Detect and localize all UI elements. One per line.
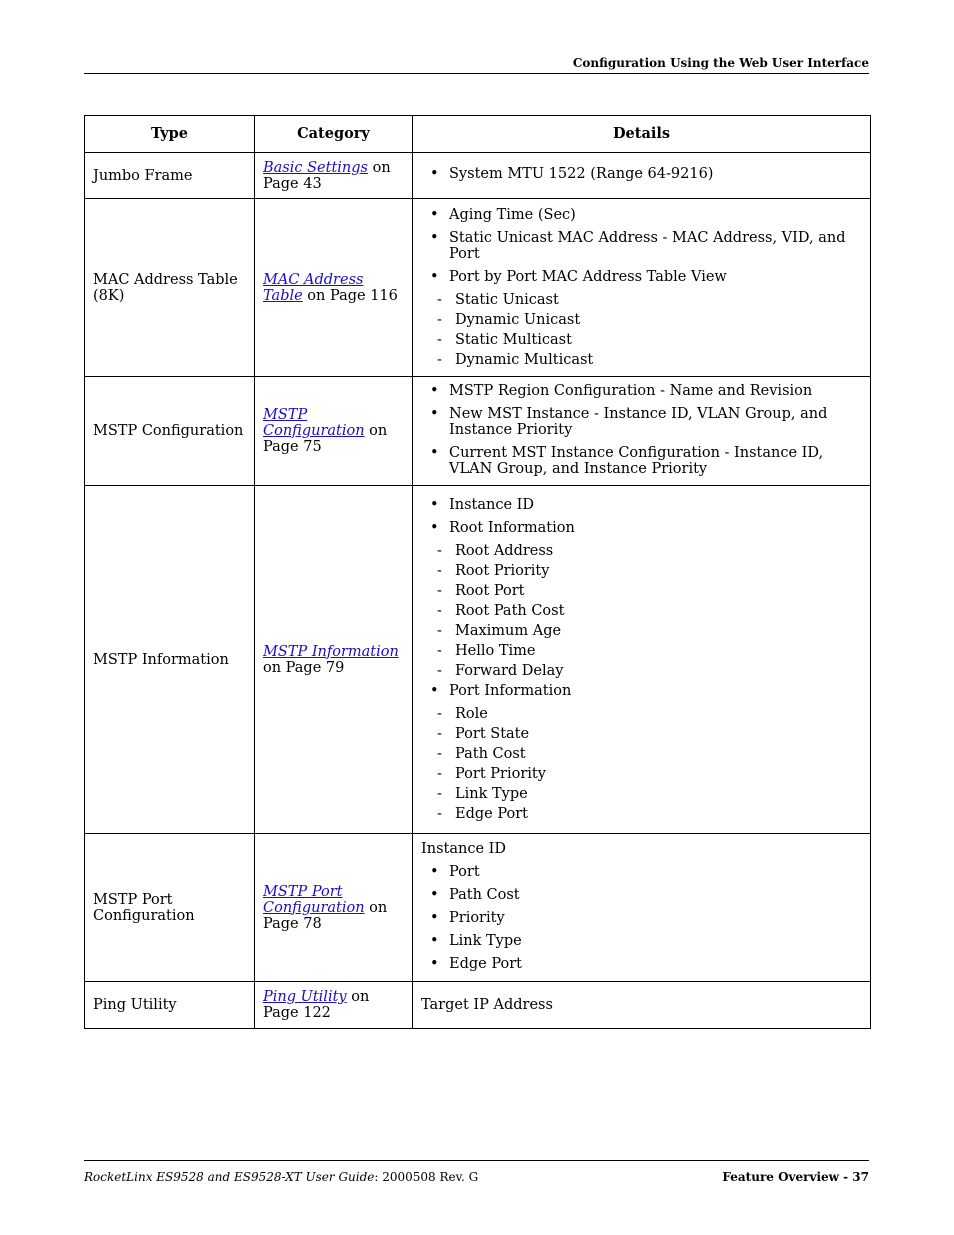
footer-page-number: Feature Overview - 37 bbox=[722, 1170, 869, 1184]
bullet-item: • Edge Port bbox=[421, 956, 862, 972]
category-page-ref: on Page 79 bbox=[263, 659, 345, 676]
detail-text: Instance ID bbox=[421, 840, 506, 857]
column-header-details: Details bbox=[413, 116, 871, 153]
table-header-row bbox=[85, 116, 871, 153]
sub-item: - Port Priority bbox=[421, 766, 862, 782]
footer-revision: : 2000508 Rev. G bbox=[374, 1170, 479, 1184]
bullet-item: • Static Unicast MAC Address - MAC Address, VID, and Port bbox=[421, 230, 862, 262]
details-cell bbox=[413, 982, 871, 1029]
type-cell: MSTP Port Configuration bbox=[85, 834, 255, 982]
sub-item: - Port State bbox=[421, 726, 862, 742]
sub-item: - Root Port bbox=[421, 583, 862, 599]
details-cell bbox=[413, 834, 871, 982]
type-cell: MSTP Information bbox=[85, 486, 255, 834]
table-row bbox=[85, 834, 871, 982]
sub-item: - Root Path Cost bbox=[421, 603, 862, 619]
sub-item: - Dynamic Multicast bbox=[421, 352, 862, 368]
footer-guide-title bbox=[84, 1170, 478, 1184]
bullet-item: • Instance ID bbox=[421, 497, 862, 513]
table-row bbox=[85, 153, 871, 199]
details-cell bbox=[413, 199, 871, 377]
sub-item: - Forward Delay bbox=[421, 663, 862, 679]
category-link[interactable]: Ping Utility bbox=[263, 989, 347, 1005]
details-cell bbox=[413, 377, 871, 486]
category-cell bbox=[255, 982, 413, 1029]
category-cell bbox=[255, 153, 413, 199]
type-cell: Ping Utility bbox=[85, 982, 255, 1029]
detail-text: Target IP Address bbox=[421, 997, 553, 1013]
category-link[interactable]: MSTP Information bbox=[263, 643, 399, 660]
category-page-ref: on Page 116 bbox=[302, 287, 398, 304]
footer-divider bbox=[84, 1160, 869, 1161]
sub-item: - Root Priority bbox=[421, 563, 862, 579]
column-header-category: Category bbox=[255, 116, 413, 153]
sub-item: - Hello Time bbox=[421, 643, 862, 659]
bullet-item: • MSTP Region Configuration - Name and Revision bbox=[421, 383, 862, 399]
table-row bbox=[85, 199, 871, 377]
bullet-item: • Port Information bbox=[421, 683, 862, 699]
category-page-ref: on Page 122 bbox=[263, 989, 370, 1021]
category-link[interactable]: Basic Settings bbox=[263, 159, 368, 176]
table-row bbox=[85, 486, 871, 834]
type-cell: Jumbo Frame bbox=[85, 153, 255, 199]
table-row bbox=[85, 377, 871, 486]
running-header: Configuration Using the Web User Interface bbox=[572, 56, 869, 70]
sub-item: - Edge Port bbox=[421, 806, 862, 822]
details-cell bbox=[413, 486, 871, 834]
category-cell bbox=[255, 199, 413, 377]
sub-item: - Root Address bbox=[421, 543, 862, 559]
type-cell: MAC Address Table (8K) bbox=[85, 199, 255, 377]
header-divider bbox=[84, 73, 869, 74]
table-row bbox=[85, 982, 871, 1029]
bullet-item: • New MST Instance - Instance ID, VLAN Group, and Instance Priority bbox=[421, 406, 862, 438]
type-cell: MSTP Configuration bbox=[85, 377, 255, 486]
sub-item: - Maximum Age bbox=[421, 623, 862, 639]
bullet-item: • Priority bbox=[421, 910, 862, 926]
bullet-item: • Port bbox=[421, 864, 862, 880]
sub-item: - Path Cost bbox=[421, 746, 862, 762]
category-cell bbox=[255, 834, 413, 982]
bullet-item: • Link Type bbox=[421, 933, 862, 949]
bullet-item: • Aging Time (Sec) bbox=[421, 207, 862, 223]
category-page-ref: on Page 43 bbox=[263, 159, 391, 192]
category-link[interactable]: MAC Address Table bbox=[263, 271, 364, 304]
bullet-item: • System MTU 1522 (Range 64-9216) bbox=[421, 166, 862, 182]
sub-item: - Link Type bbox=[421, 786, 862, 802]
sub-item: - Static Multicast bbox=[421, 332, 862, 348]
category-page-ref: on Page 75 bbox=[263, 423, 388, 455]
sub-item: - Role bbox=[421, 706, 862, 722]
category-link[interactable]: MSTP Configuration bbox=[263, 407, 365, 439]
category-cell bbox=[255, 486, 413, 834]
category-link[interactable]: MSTP Port Configuration bbox=[263, 883, 365, 916]
details-cell bbox=[413, 153, 871, 199]
sub-item: - Static Unicast bbox=[421, 292, 862, 308]
sub-item: - Dynamic Unicast bbox=[421, 312, 862, 328]
bullet-item: • Current MST Instance Configuration - Instance ID, VLAN Group, and Instance Priority bbox=[421, 445, 862, 477]
category-cell bbox=[255, 377, 413, 486]
feature-table bbox=[84, 115, 871, 1029]
bullet-item: • Port by Port MAC Address Table View bbox=[421, 269, 862, 285]
column-header-type: Type bbox=[85, 116, 255, 153]
bullet-item: • Path Cost bbox=[421, 887, 862, 903]
category-page-ref: on Page 78 bbox=[263, 899, 388, 932]
footer-guide-name: RocketLinx ES9528 and ES9528-XT User Guide bbox=[84, 1170, 375, 1184]
bullet-item: • Root Information bbox=[421, 520, 862, 536]
